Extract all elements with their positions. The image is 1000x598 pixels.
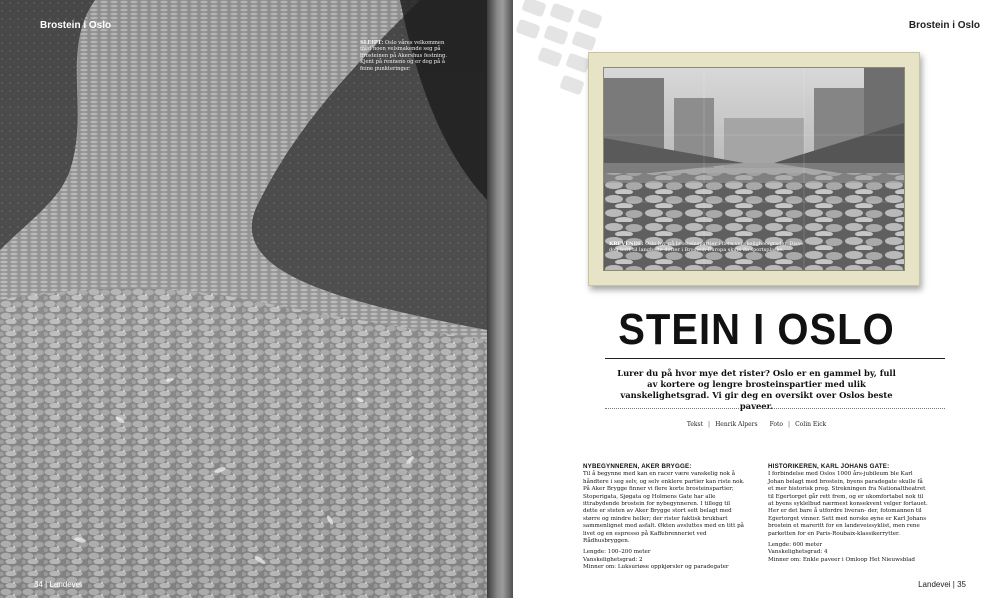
- postcard-caption-text: Oslo byr på brosteinspartier i flere vanskelighetsgrader. Disse dog bort til langbelte detter i Brostein-Europa skuts da sportsplaske.: [609, 241, 804, 253]
- section-length: Lengde: 600 meter: [768, 542, 823, 549]
- byline-photo-label: Foto: [769, 421, 784, 428]
- postcard-frame: [588, 52, 920, 286]
- cobblestone-path-photo: [0, 0, 487, 598]
- postcard-caption-lead: KREVENDE:: [609, 241, 644, 247]
- lead-rule: [605, 408, 945, 409]
- article-headline: STEIN I OSLO: [618, 306, 895, 354]
- right-page-folio: Landevei | 35: [918, 580, 966, 589]
- right-page: [513, 0, 1000, 598]
- article-lead: Lurer du på hvor mye det rister? Oslo er en gammel by, full av kortere og lengre brosteinspartier med ulik vanskelighetsgrad. Vi gir deg en oversikt over Oslos beste paveer.: [617, 368, 896, 411]
- section-difficulty: Vanskelighetsgrad: 2: [583, 556, 643, 563]
- section-heading: HISTORIKEREN, KARL JOHANS GATE:: [768, 463, 890, 470]
- byline-text-label: Tekst: [686, 421, 704, 428]
- section-karl-johans-gate: [768, 463, 930, 564]
- postcard-caption: [609, 241, 809, 253]
- byline-photo-author: Colin Eick: [795, 421, 827, 428]
- section-difficulty: Vanskelighetsgrad: 4: [768, 549, 828, 556]
- headline-rule: [605, 358, 945, 359]
- left-page: [0, 0, 487, 598]
- photo-caption: [360, 40, 454, 72]
- right-running-head: Brostein i Oslo: [908, 20, 980, 31]
- section-reminds-of: Minner om: Luksuriøse oppkjørsler og paradegater: [583, 564, 729, 571]
- byline: Tekst | Henrik Alpers Foto | Colin Eick: [686, 421, 827, 428]
- street-cobblestone-photo: [604, 68, 904, 270]
- byline-text-author: Henrik Alpers: [715, 421, 758, 428]
- section-length: Lengde: 100–200 meter: [583, 549, 651, 556]
- photo-caption-lead: SLEIPT:: [360, 40, 384, 46]
- section-aker-brygge: [583, 463, 745, 572]
- section-body: I forbindelse med Oslos 1000 års-jubileum ble Karl Johan belagt med brostein, byens paradegate skulle få et mer historisk preg. Strekningen fra Nationaltheatret til Egertorget går rett frem, og er ukomfortabel nok til at byens syklelbud nærmest konsekvent velger fortauet. Her er det bare å utfordre liveran- der, fotomannen til Egertorget vinner. Sett med norske øyne er Karl Johans brostein et mareritt for en landeveissyklist, men rene parketten for en Paris-Roubaix-klassikerrytter.: [768, 471, 928, 537]
- page-gutter: [487, 0, 513, 598]
- photo-caption-text: Oslo våres velkommen med noen velsmakende seg på brosteinen på Akershus festning. Kjent på rennene og er dog på å feine punkteringer.: [360, 40, 448, 72]
- section-reminds-of: Minner om: Enkle paveer i Omloop Het Nieuwsblad: [768, 556, 916, 563]
- section-body: Til å begynne med kan en racer være vanskelig nok å håndtere i seg selv, og selv enklere partier kan riste nok. På Aker Brygge finner vi flere korte brosteinspartier; Stoperigata, Sjøgata og Holmens Gate har alle ittrabydende brostein for nybegynneren. I tillegg til dette er steten av Aker Brygge stort sett belagt med større og mindre heller; der rister faktisk brukbart sammenlignet med asfalt. Økten avsluttes med en titt på livet og en espresso på Kaffebrenneriet ved Rådhusbryggen.: [583, 471, 745, 545]
- left-page-folio: 34 | Landevei: [34, 580, 82, 589]
- left-running-head: Brostein i Oslo: [40, 20, 112, 31]
- section-heading: NYBEGYNNEREN, AKER BRYGGE:: [583, 463, 692, 470]
